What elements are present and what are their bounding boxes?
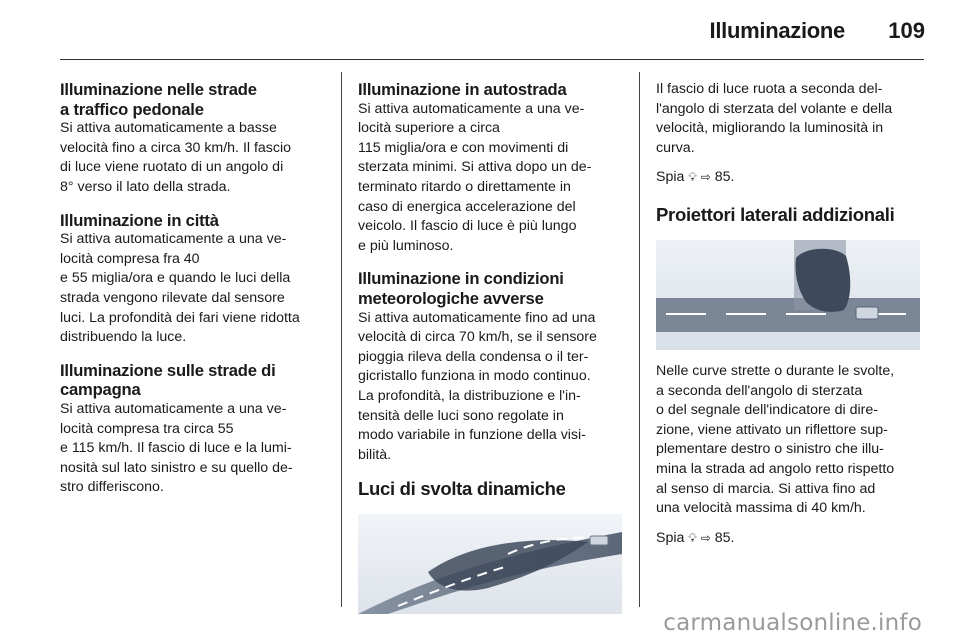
- text-line: distribuendo la luce.: [60, 329, 187, 346]
- text-line: o del segnale dell'indicatore di dire-: [656, 402, 878, 419]
- text-line: gicristallo funziona in modo continuo.: [358, 368, 591, 385]
- text-line: e 55 miglia/ora e quando le luci della: [60, 270, 291, 287]
- text-line: Si attiva automaticamente a una ve-: [358, 100, 585, 117]
- section-title-side-lights: Proiettori laterali addizionali: [656, 203, 895, 225]
- section-title: [358, 269, 620, 308]
- cornering-light-illustration: [358, 514, 622, 614]
- text-line: Illuminazione nelle strade: [60, 80, 257, 99]
- text-line: modo variabile in funzione della visi-: [358, 427, 586, 444]
- section-city: [60, 211, 322, 348]
- page-reference: 85.: [714, 529, 735, 546]
- paragraph-side-lights: [656, 362, 918, 519]
- text-line: Nelle curve strette o durante le svolte,: [656, 362, 895, 379]
- section-title-dynamic-cornering: Luci di svolta dinamiche: [358, 478, 566, 500]
- section-title: [60, 361, 322, 400]
- warning-reference: [656, 529, 918, 549]
- section-body: [60, 119, 322, 197]
- text-line: Si attiva automaticamente a una ve-: [60, 400, 287, 417]
- text-line: Si attiva automaticamente a basse: [60, 120, 277, 137]
- text-line: una velocità massima di 40 km/h.: [656, 500, 866, 517]
- text-line: zione, viene attivato un riflettore sup-: [656, 421, 888, 438]
- watermark-footer: carmanualsonline.info: [663, 610, 922, 636]
- text-line: luci. La profondità dei fari viene ridotta: [60, 309, 300, 326]
- section-motorway: [358, 80, 620, 256]
- section-pedestrian: [60, 80, 322, 198]
- column-1: [60, 80, 322, 511]
- text-line: tensità delle luci sono regolate in: [358, 407, 564, 424]
- text-line: velocità fino a circa 30 km/h. Il fascio: [60, 139, 292, 156]
- section-body: [60, 400, 322, 498]
- text-line: campagna: [60, 380, 141, 400]
- text-line: Illuminazione in autostrada: [358, 80, 567, 99]
- page-reference-arrow-icon: ⇨: [700, 170, 711, 185]
- text-line: al senso di marcia. Si attiva fino ad: [656, 480, 876, 497]
- page-header-title: Illuminazione: [709, 18, 845, 43]
- column-3: [656, 80, 918, 558]
- column-divider-1: [341, 72, 342, 607]
- text-line: e più luminoso.: [358, 237, 454, 254]
- section-title: [358, 80, 620, 100]
- text-line: velocità, migliorando la luminosità in: [656, 120, 884, 137]
- warning-lamp-icon: 💡︎: [688, 170, 697, 185]
- text-line: sterzata minimi. Si attiva dopo un de-: [358, 159, 592, 176]
- text-line: a traffico pedonale: [60, 99, 204, 119]
- text-line: Si attiva automaticamente a una ve-: [60, 231, 287, 248]
- text-line: locità compresa fra 40: [60, 250, 200, 267]
- text-line: strada vengono rilevate dal sensore: [60, 289, 285, 306]
- text-line: Il fascio di luce ruota a seconda del-: [656, 81, 883, 97]
- page-reference: 85.: [714, 169, 735, 186]
- text-line: caso di energica accelerazione del: [358, 198, 576, 215]
- text-line: a seconda dell'angolo di sterzata: [656, 382, 863, 399]
- section-body: [358, 100, 620, 257]
- warning-reference: [656, 168, 918, 188]
- text-line: Illuminazione in condizioni: [358, 269, 564, 289]
- text-line: l'angolo di sterzata del volante e della: [656, 100, 893, 117]
- text-line: 8° verso il lato della strada.: [60, 178, 231, 195]
- text-line: locità compresa tra circa 55: [60, 420, 234, 437]
- text-line: 115 miglia/ora e con movimenti di: [358, 139, 569, 156]
- text-line: pioggia rileva della condensa o il ter-: [358, 348, 589, 365]
- text-line: di luce viene ruotato di un angolo di: [60, 159, 284, 176]
- section-bad-weather: [358, 269, 620, 465]
- page-reference-arrow-icon: ⇨: [700, 530, 711, 545]
- section-body: [60, 230, 322, 348]
- column-2: [358, 80, 620, 626]
- text-line: veicolo. Il fascio di luce è più lungo: [358, 218, 577, 235]
- spia-label: Spia: [656, 529, 685, 546]
- section-title: [60, 80, 322, 119]
- side-lights-illustration: [656, 240, 920, 350]
- text-line: e 115 km/h. Il fascio di luce e la lumi-: [60, 440, 292, 457]
- text-line: Illuminazione in città: [60, 210, 219, 230]
- text-line: terminato ritardo o direttamente in: [358, 178, 571, 195]
- paragraph-beam-rotation: [656, 80, 918, 158]
- warning-lamp-icon: 💡︎: [688, 530, 697, 545]
- text-line: velocità di circa 70 km/h, se il sensore: [358, 329, 597, 346]
- text-line: curva.: [656, 139, 695, 156]
- text-line: meteorologiche avverse: [358, 288, 544, 308]
- text-line: Si attiva automaticamente fino ad una: [358, 309, 596, 326]
- page-number: 109: [888, 18, 925, 43]
- text-line: nosità sul lato sinistro e su quello de-: [60, 459, 293, 476]
- text-line: plementare destro o sinistro che illu-: [656, 441, 884, 458]
- section-body: [358, 309, 620, 466]
- section-title: [60, 211, 322, 231]
- text-line: Illuminazione sulle strade di: [60, 360, 276, 380]
- spia-label: Spia: [656, 169, 685, 186]
- text-line: stro differiscono.: [60, 479, 164, 496]
- text-line: mina la strada ad angolo retto rispetto: [656, 460, 895, 477]
- text-line: bilità.: [358, 446, 392, 463]
- header-divider: [60, 59, 924, 60]
- column-divider-2: [639, 72, 640, 607]
- text-line: La profondità, la distribuzione e l'in-: [358, 387, 581, 404]
- text-line: locità superiore a circa: [358, 120, 500, 137]
- section-country: [60, 361, 322, 498]
